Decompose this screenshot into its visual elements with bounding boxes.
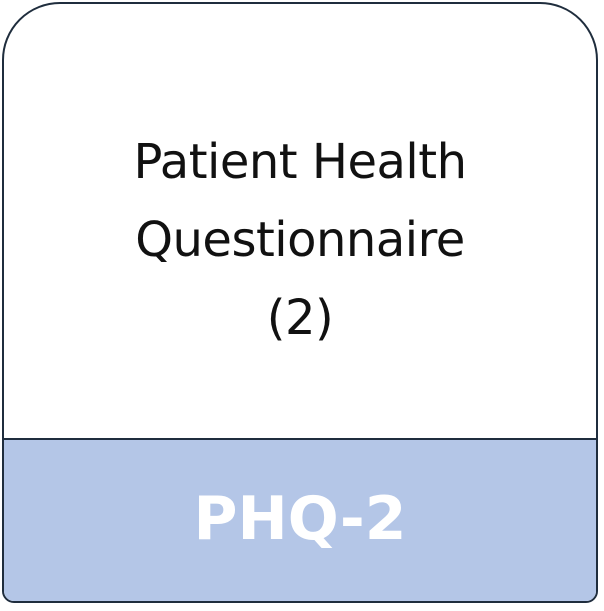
title-line-2: Questionnaire [135,212,465,268]
abbreviation-label: PHQ-2 [193,483,407,554]
card-footer [4,438,596,601]
title-line-3: (2) [266,290,334,346]
phq2-card [2,2,598,603]
title-line-1: Patient Health [133,134,467,190]
card-title-area [4,4,596,441]
card-title [133,123,466,357]
